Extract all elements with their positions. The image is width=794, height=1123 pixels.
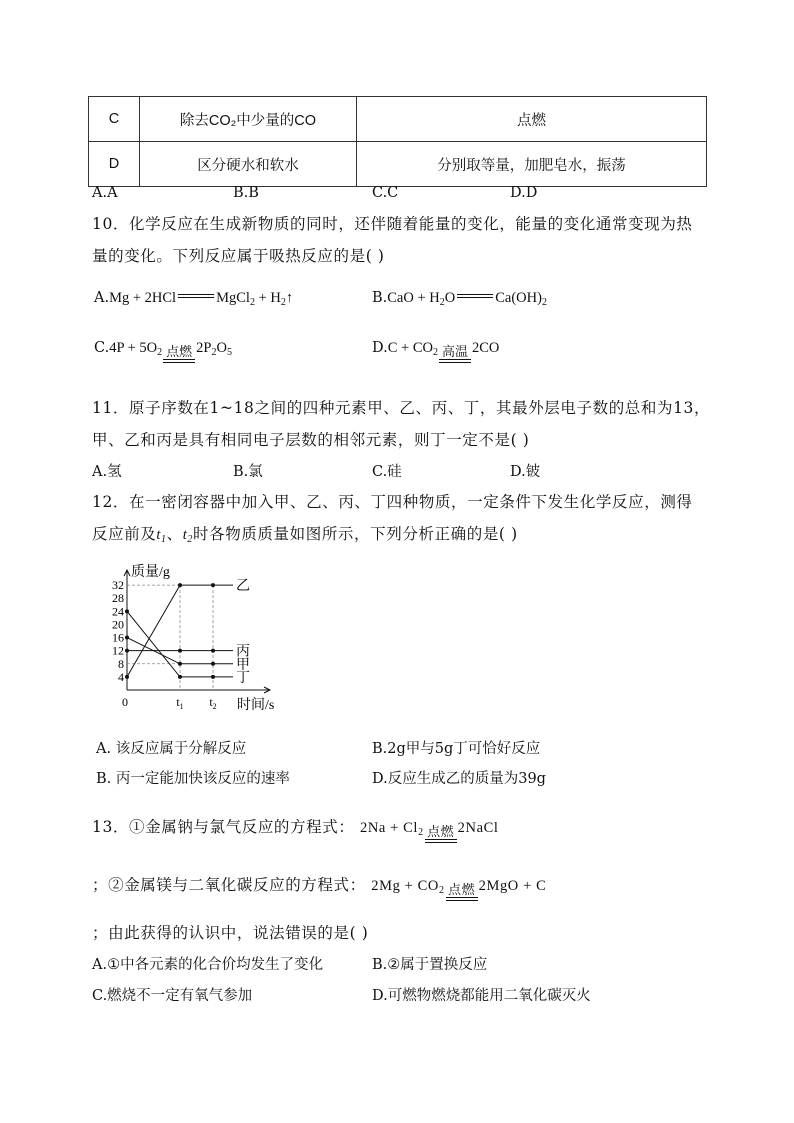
data-point [178,649,182,653]
row-label: C [89,97,140,142]
data-point [178,675,182,679]
series-label: 丙 [236,644,250,660]
choice-c[interactable]: C.C [372,185,399,201]
q10-option-a[interactable]: A.Mg + 2HCl MgCl$_2$ + $H_2↑$ [94,290,294,308]
series-label: 乙 [236,579,250,595]
choice-d[interactable]: D.反应生成乙的质量为39g [372,771,546,787]
choice-b[interactable]: B.B [233,185,259,201]
x-tick-label: $t_1$ [176,695,184,711]
y-tick-label: 12 [112,643,124,658]
choice-b[interactable]: B.②属于置换反应 [372,957,488,973]
choice-d[interactable]: D.铍 [510,464,541,480]
y-tick-label: 20 [112,617,124,632]
x-axis-label: 时间/s [237,698,275,713]
question-10-line1: 10．化学反应在生成新物质的同时，还伴随着能量的变化，能量的变化通常变现为热 [92,215,693,233]
t2-symbol: $t_2$ [182,527,194,545]
choice-b[interactable]: B.氯 [233,464,263,480]
data-point [178,583,182,587]
row-goal: 区分硬水和软水 [140,142,357,187]
choice-a[interactable]: A.A [92,185,118,201]
choice-a[interactable]: A.①中各元素的化合价均发生了变化 [92,957,324,973]
question-13-line3: ；由此获得的认识中，说法错误的是( ) [92,924,369,942]
options-table [88,96,707,187]
t1-symbol: $t_1$ [156,527,167,545]
x-tick-label: 0 [122,695,128,709]
data-point [125,675,129,679]
choice-d[interactable]: D.D [510,185,538,201]
choice-c[interactable]: B. 丙一定能加快该反应的速率 [96,771,290,787]
row-goal: 除去CO₂中少量的CO [140,97,357,142]
y-tick-label: 4 [118,669,124,684]
data-point [178,662,182,666]
equation-2: $2Mg + CO_2$ 点燃 2MgO + C [371,878,546,894]
row-method: 分别取等量，加肥皂水，振荡 [357,142,707,187]
choice-c[interactable]: C.燃烧不一定有氧气参加 [92,988,253,1004]
y-tick-label: 16 [112,630,124,645]
data-point [125,609,129,613]
table-row [89,97,707,142]
data-point [211,583,215,587]
choice-b[interactable]: B.2g甲与5g丁可恰好反应 [372,741,541,757]
equation-1: $2Na + Cl_2$ 点燃 2NaCl [360,820,499,836]
q10-option-c[interactable]: $C.4P + 5O_2$ 点燃 $2P_2O_5$ [94,340,232,369]
data-point [211,662,215,666]
question-12-line2: 反应前及$t_1$、$t_2$时各物质质量如图所示，下列分析正确的是( ) [92,525,518,545]
question-11-line2: 甲、乙和丙是具有相同电子层数的相邻元素，则丁一定不是( ) [92,431,530,449]
row-method: 点燃 [357,97,707,142]
choice-c[interactable]: C.硅 [372,464,402,480]
table-row [89,142,707,187]
question-13-line1: 13．①金属钠与氯气反应的方程式： $2Na + Cl_2$ 点燃 2NaCl [92,815,499,849]
mass-time-chart [95,560,305,725]
y-tick-label: 8 [118,656,124,671]
x-tick-label: $t_2$ [209,695,217,711]
question-12-line1: 12．在一密闭容器中加入甲、乙、丙、丁四种物质，一定条件下发生化学反应，测得 [92,493,693,511]
y-tick-label: 24 [112,604,124,619]
y-axis-label: 质量/g [131,565,170,580]
y-tick-label: 32 [112,578,124,593]
question-10-line2: 量的变化。下列反应属于吸热反应的是( ) [92,247,385,265]
data-point [125,649,129,653]
data-point [125,636,129,640]
data-point [211,649,215,653]
series-label: 丁 [236,670,250,686]
question-13-line2: ；②金属镁与二氧化碳反应的方程式： $2Mg + CO_2$ 点燃 2MgO + C [92,873,546,907]
y-tick-label: 28 [112,591,124,606]
row-label: D [89,142,140,187]
q10-option-b[interactable]: $B.CaO + H_2O$ $Ca(OH)_2$ [372,290,547,308]
choice-a[interactable]: A. 该反应属于分解反应 [96,741,247,757]
q10-option-d[interactable]: $D.C + CO_2$ 高温 2CO [372,340,499,369]
data-point [211,675,215,679]
choice-a[interactable]: A.氢 [92,464,122,480]
question-11-line1: 11．原子序数在1~18之间的四种元素甲、乙、丙、丁，其最外层电子数的总和为13， [92,399,711,417]
series-label: 甲 [236,657,250,673]
choice-d[interactable]: D.可燃物燃烧都能用二氧化碳灭火 [372,988,591,1004]
